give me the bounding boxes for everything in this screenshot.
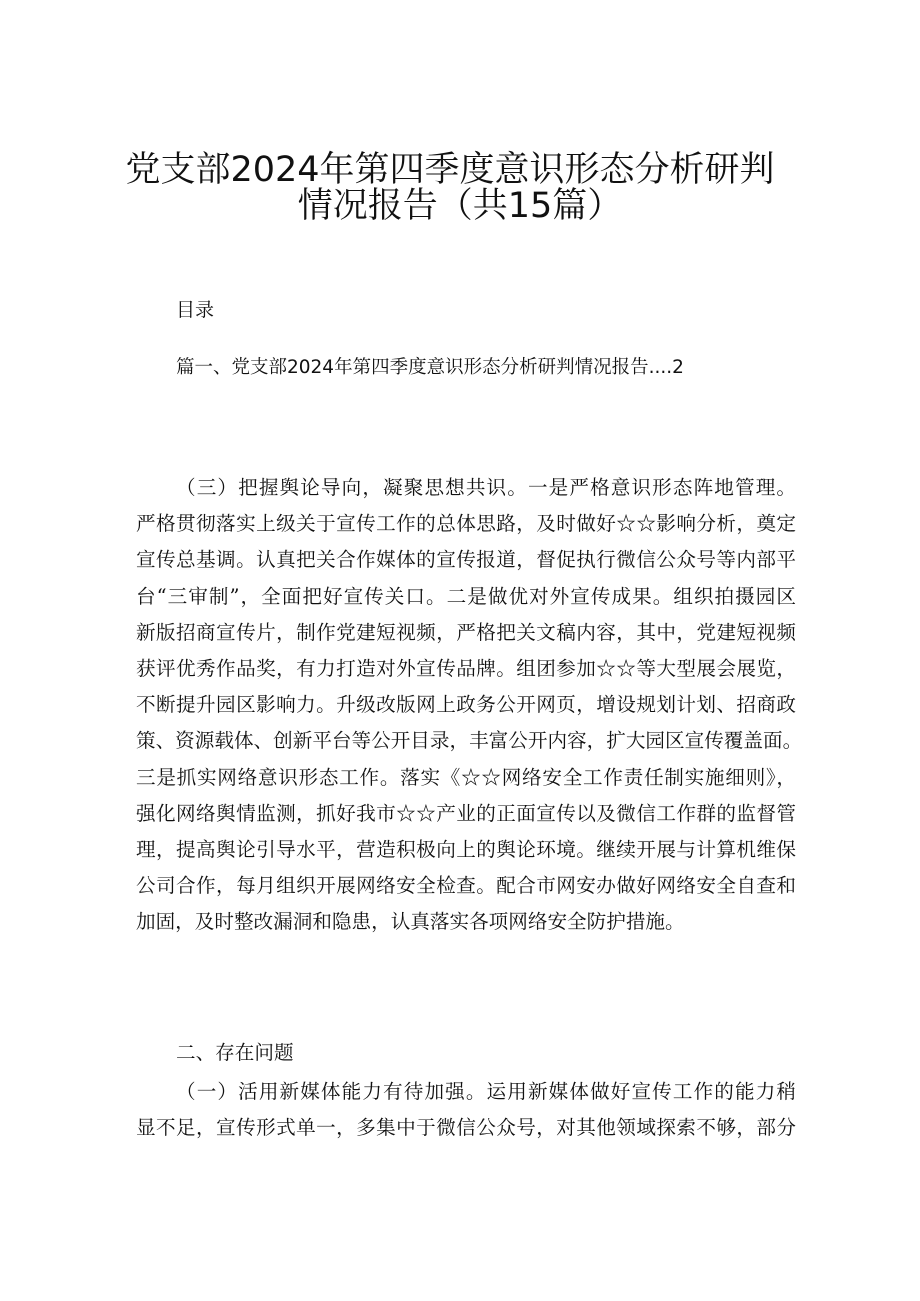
paragraph-1-line: 三是抓实网络意识形态工作。落实《☆☆网络安全工作责任制实施细则》， [136,765,796,789]
paragraph-1 [136,470,803,940]
section-2-heading: 二、存在问题 [176,1041,294,1064]
paragraph-1-line: 新版招商宣传片，制作党建短视频，严格把关文稿内容，其中，党建短视频 [136,620,796,644]
paragraph-1-line: 不断提升园区影响力。升级改版网上政务公开网页，增设规划计划、招商政 [136,693,796,717]
paragraph-1-line: 强化网络舆情监测，抓好我市☆☆产业的正面宣传以及微信工作群的监督管 [136,801,796,825]
document-title-line-2: 情况报告（共15篇） [297,186,623,226]
paragraph-2 [136,1074,796,1146]
document-title-line-1: 党支部2024年第四季度意识形态分析研判 [125,150,775,190]
paragraph-1-line: 台“三审制”，全面把好宣传关口。二是做优对外宣传成果。组织拍摄园区 [136,584,796,608]
paragraph-1-line: 获评优秀作品奖，有力打造对外宣传品牌。组团参加☆☆等大型展会展览， [136,656,796,680]
toc-item-1[interactable]: 篇一、党支部2024年第四季度意识形态分析研判情况报告....2 [176,357,684,378]
paragraph-1-line: 公司合作，每月组织开展网络安全检查。配合市网安办做好网络安全自查和 [136,874,796,898]
paragraph-1-line: 严格贯彻落实上级关于宣传工作的总体思路，及时做好☆☆影响分析，奠定 [136,512,796,536]
paragraph-1-line: 策、资源载体、创新平台等公开目录，丰富公开内容，扩大园区宣传覆盖面。 [136,729,803,753]
paragraph-1-line: 理，提高舆论引导水平，营造积极向上的舆论环境。继续开展与计算机维保 [136,837,796,861]
paragraph-1-line: 加固，及时整改漏洞和隐患，认真落实各项网络安全防护措施。 [136,910,685,934]
paragraph-2-line: （一）活用新媒体能力有待加强。运用新媒体做好宣传工作的能力稍 [176,1080,796,1103]
paragraph-1-line: 宣传总基调。认真把关合作媒体的宣传报道，督促执行微信公众号等内部平 [136,548,796,572]
paragraph-2-line: 显不足，宣传形式单一，多集中于微信公众号，对其他领域探索不够，部分 [136,1116,796,1140]
paragraph-1-line: （三）把握舆论导向，凝聚思想共识。一是严格意识形态阵地管理。 [176,476,796,499]
toc-heading: 目录 [176,299,215,321]
